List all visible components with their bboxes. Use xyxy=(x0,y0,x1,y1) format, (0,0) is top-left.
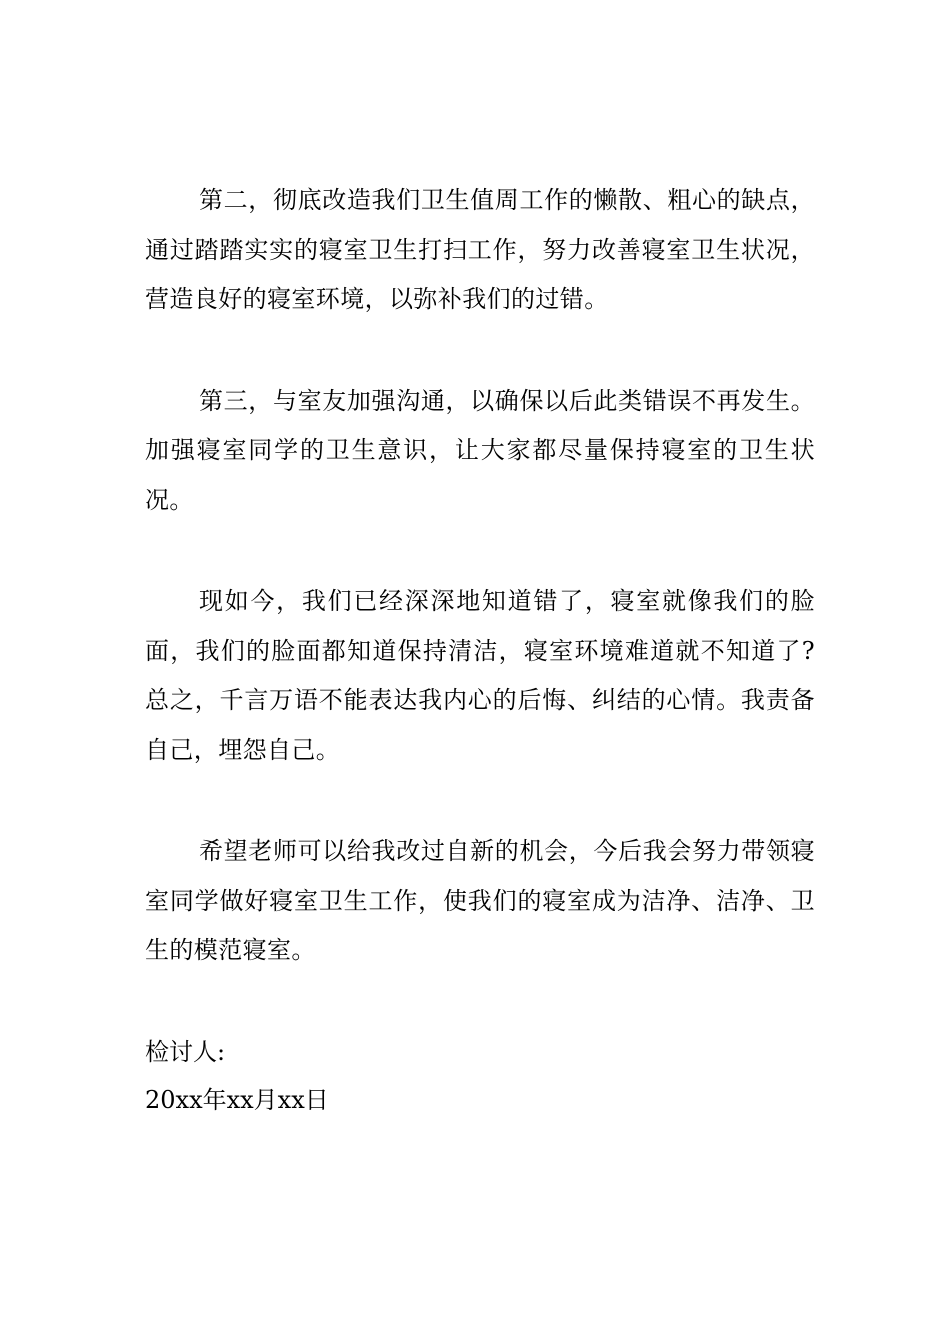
paragraph-third: 第三，与室友加强沟通，以确保以后此类错误不再发生。加强寝室同学的卫生意识，让大家都尽量保持寝室的卫生状况。 xyxy=(145,386,815,514)
document-body xyxy=(145,176,815,1124)
signature-block xyxy=(145,1028,815,1124)
signature-label: 检讨人: xyxy=(145,1037,226,1066)
paragraph-reflection: 现如今，我们已经深深地知道错了，寝室就像我们的脸面，我们的脸面都知道保持清洁，寝室环境难道就不知道了?总之，千言万语不能表达我内心的后悔、纠结的心情。我责备自己，埋怨自己。 xyxy=(145,587,815,764)
paragraph-second: 第二，彻底改造我们卫生值周工作的懒散、粗心的缺点，通过踏踏实实的寝室卫生打扫工作，努力改善寝室卫生状况，营造良好的寝室环境，以弥补我们的过错。 xyxy=(145,186,815,313)
paragraph-hope: 希望老师可以给我改过自新的机会，今后我会努力带领寝室同学做好寝室卫生工作，使我们的寝室成为洁净、洁净、卫生的模范寝室。 xyxy=(145,837,815,964)
signature-date: 20xx年xx月xx日 xyxy=(145,1085,329,1114)
